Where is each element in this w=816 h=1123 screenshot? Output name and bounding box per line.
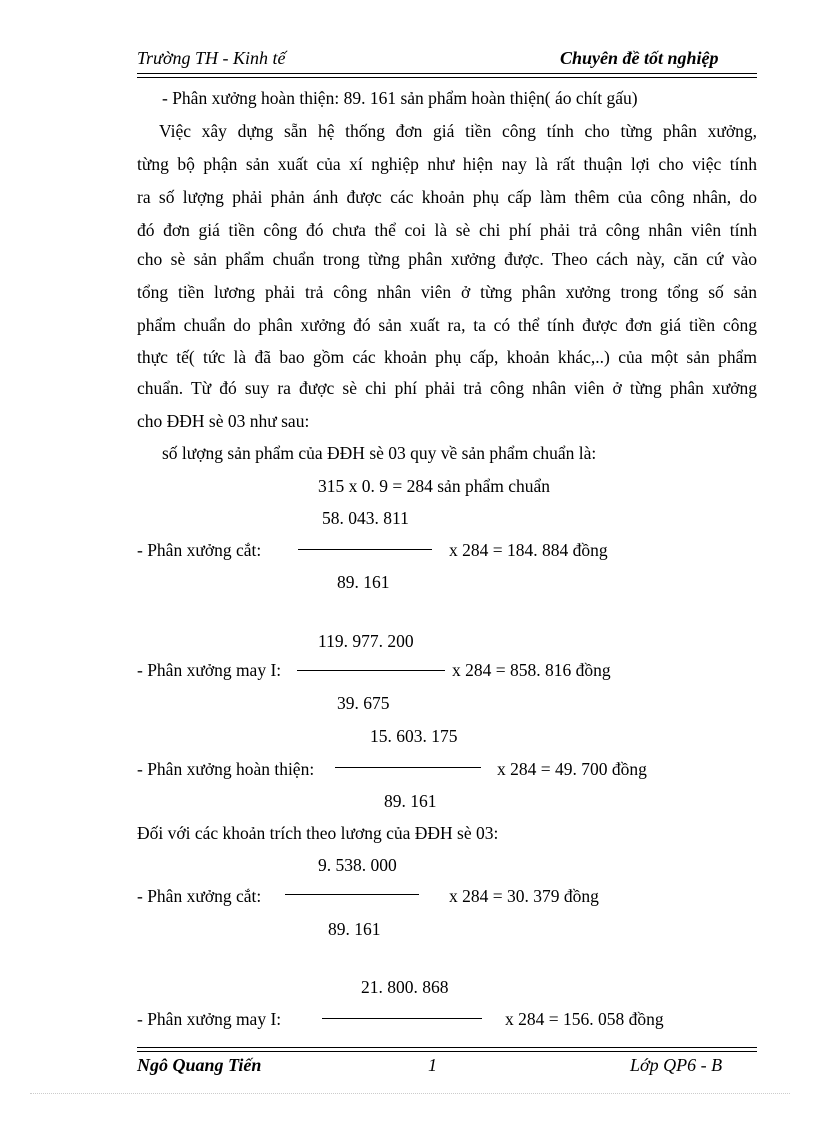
paragraph-line: Việc xây dựng sẵn hệ thống đơn giá tiền công tính cho từng phân xưởng,	[159, 121, 757, 141]
calc-result: x 284 = 156. 058 đồng	[505, 1009, 664, 1029]
header-title: Chuyên đề tốt nghiệp	[560, 48, 719, 68]
header-rule-bottom	[137, 77, 757, 78]
calc-label: - Phân xưởng cắt:	[137, 540, 262, 560]
calc-numerator: 58. 043. 811	[322, 508, 409, 528]
paragraph-line: chuẩn. Từ đó suy ra được sè chi phí phải trả công nhân viên ở từng phân xưởng	[137, 378, 757, 398]
deductions-title: Đối với các khoản trích theo lương của ĐĐH sè 03:	[137, 823, 499, 843]
workshop-finishing-line: - Phân xưởng hoàn thiện: 89. 161 sản phẩm hoàn thiện( áo chít gấu)	[162, 88, 638, 108]
header-school: Trường TH - Kinh tế	[137, 48, 286, 68]
paragraph-line: thực tế( tức là đã bao gồm các khoản phụ cấp, khoản khác,..) của một sản phẩm	[137, 347, 757, 367]
page-number: 1	[428, 1055, 437, 1075]
footer-rule-bottom	[137, 1051, 757, 1052]
page-edge-divider	[30, 1093, 790, 1094]
calc-numerator: 9. 538. 000	[318, 855, 397, 875]
standard-quantity-line: số lượng sản phẩm của ĐĐH sè 03 quy về sản phẩm chuẩn là:	[162, 443, 597, 463]
calc-result: x 284 = 49. 700 đồng	[497, 759, 647, 779]
calc-numerator: 15. 603. 175	[370, 726, 458, 746]
fraction-bar	[322, 1018, 482, 1019]
fraction-bar	[297, 670, 445, 671]
calc-denominator: 39. 675	[337, 693, 390, 713]
paragraph-line: từng bộ phận sản xuất của xí nghiệp như hiện nay là rất thuận lợi cho việc tính	[137, 154, 757, 174]
footer-class: Lớp QP6 - B	[630, 1055, 723, 1075]
paragraph-line: ra số lượng phải phản ánh được các khoản phụ cấp làm thêm của công nhân, do	[137, 187, 757, 207]
calc-numerator: 21. 800. 868	[361, 977, 449, 997]
calc-denominator: 89. 161	[337, 572, 390, 592]
calc-result: x 284 = 184. 884 đồng	[449, 540, 608, 560]
calc-label: - Phân xưởng cắt:	[137, 886, 262, 906]
calc-label: - Phân xưởng may I:	[137, 1009, 282, 1029]
calc-label: - Phân xưởng hoàn thiện:	[137, 759, 315, 779]
paragraph-line: đó đơn giá tiền công đó chưa thể coi là sè chi phí phải trả công nhân viên tính	[137, 220, 757, 240]
fraction-bar	[335, 767, 481, 768]
paragraph-last-line: cho ĐĐH sè 03 như sau:	[137, 411, 310, 431]
footer-author: Ngô Quang Tiến	[137, 1055, 262, 1075]
calc-numerator: 119. 977. 200	[318, 631, 414, 651]
calc-denominator: 89. 161	[384, 791, 437, 811]
calc-denominator: 89. 161	[328, 919, 381, 939]
calc-label: - Phân xưởng may I:	[137, 660, 282, 680]
standard-quantity-formula: 315 x 0. 9 = 284 sản phẩm chuẩn	[318, 476, 550, 496]
paragraph-line: cho sè sản phẩm chuẩn trong từng phân xưởng được. Theo cách này, căn cứ vào	[137, 249, 757, 269]
fraction-bar	[285, 894, 419, 895]
fraction-bar	[298, 549, 432, 550]
paragraph-line: tổng tiền lương phải trả công nhân viên ở từng phân xưởng trong tổng số sản	[137, 282, 757, 302]
paragraph-line: phẩm chuẩn do phân xưởng đó sản xuất ra, ta có thể tính được đơn giá tiền công	[137, 315, 757, 335]
calc-result: x 284 = 30. 379 đồng	[449, 886, 599, 906]
calc-result: x 284 = 858. 816 đồng	[452, 660, 611, 680]
header-rule-top	[137, 73, 757, 74]
footer-rule-top	[137, 1047, 757, 1048]
